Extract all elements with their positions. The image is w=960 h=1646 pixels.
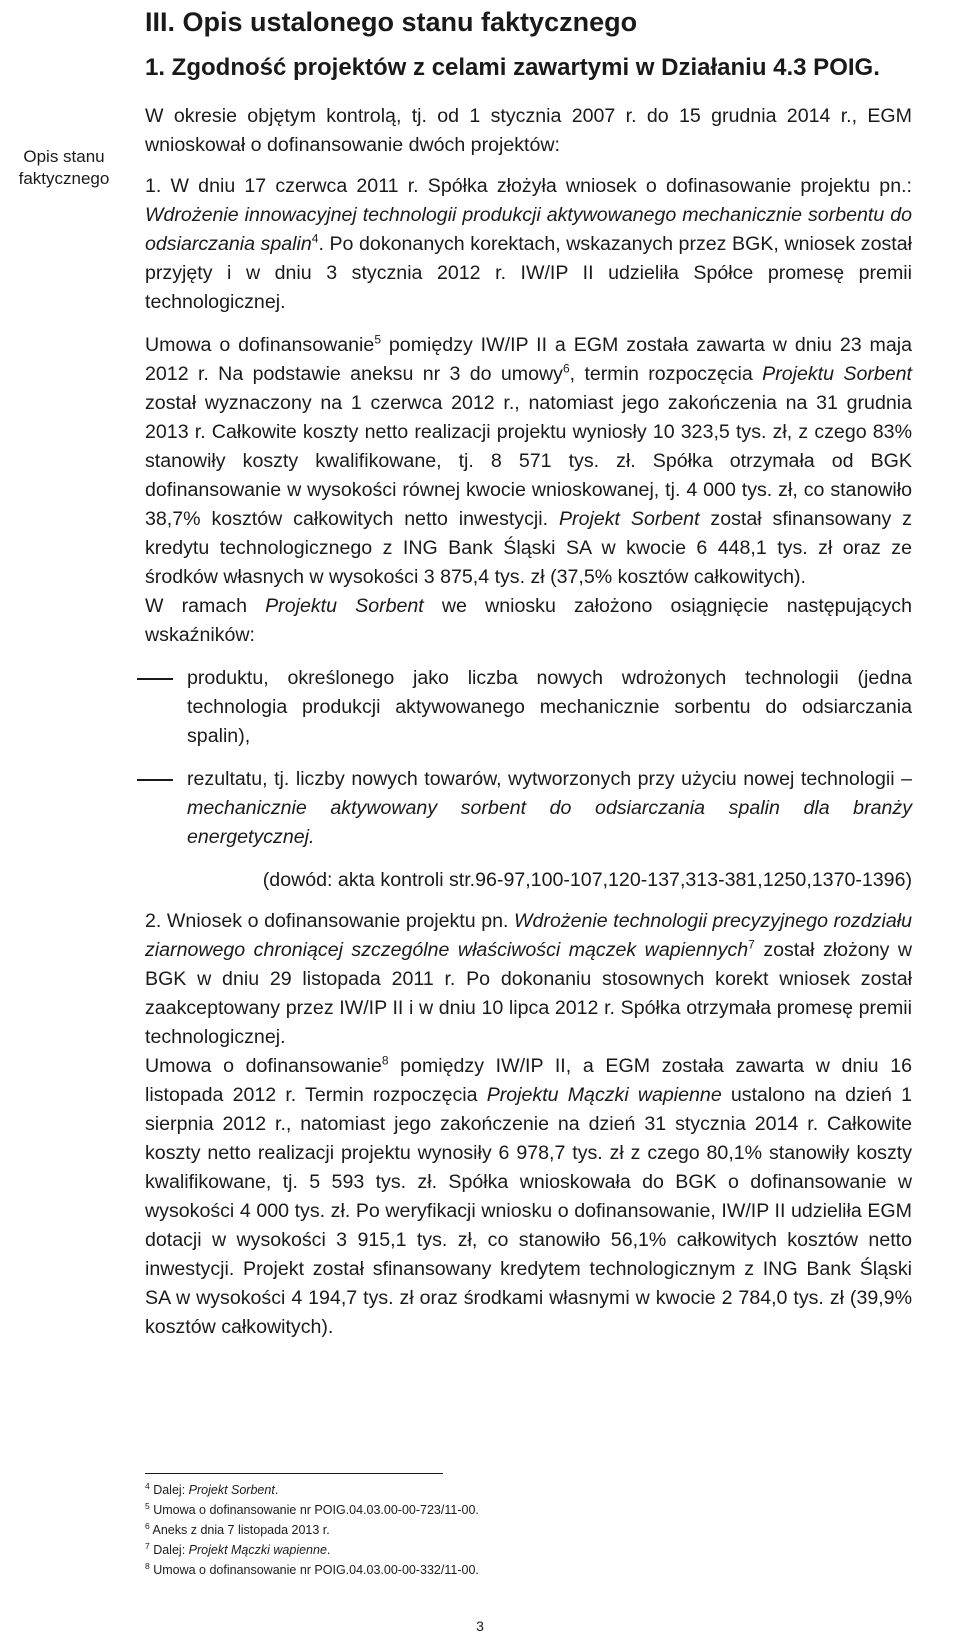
indicator-result-text: rezultatu, tj. liczby nowych towarów, wytworzonych przy użyciu nowej technologii –: [187, 768, 912, 790]
footnote-number: 7: [145, 1540, 150, 1551]
footnote-text: Umowa o dofinansowanie nr POIG.04.03.00-00-332/11-00.: [149, 1563, 479, 1577]
project2-paragraph: [145, 907, 912, 1052]
project1-agreement-paragraph: [145, 331, 912, 592]
footnote-text: Aneks z dnia 7 listopada 2013 r.: [149, 1523, 330, 1537]
footnote-ref-8: 8: [381, 1053, 389, 1068]
footnote-number: 6: [145, 1520, 150, 1531]
main-content: [145, 0, 912, 1342]
footnote: [145, 1540, 905, 1560]
footnote-ref-7: 7: [748, 937, 755, 952]
project-sorbent-ref: Projektu Sorbent: [762, 363, 912, 385]
intro-paragraph: W okresie objętym kontrolą, tj. od 1 stycznia 2007 r. do 15 grudnia 2014 r., EGM wnioskował o dofinansowanie dwóch projektów:: [145, 105, 912, 156]
project2-agreement-text-a: Umowa o dofinansowanie: [145, 1055, 382, 1077]
dash-bullet-icon: [137, 678, 173, 680]
footnote-ref-5: 5: [374, 332, 381, 347]
project1-name: Wdrożenie innowacyjnej technologii produkcji aktywowanego mechanicznie sorbentu do odsiarczania spalin: [145, 204, 912, 255]
project1-after-name: . Po dokonanych korektach, wskazanych przez BGK, wniosek został przyjęty i w dniu 3 stycznia 2012 r. IW/IP II udzieliła Spółce promesę premii technologicznej.: [145, 233, 912, 313]
project1-agreement-text-a: Umowa o dofinansowanie: [145, 334, 375, 356]
footnotes: [145, 1480, 905, 1580]
project1-agreement-text-e: został sfinansowany z kredytu technologicznego z ING Bank Śląski SA w kwocie 6 448,1 tys. zł oraz ze środków własnych w wysokości 3 875,4 tys. zł (37,5% kosztów całkowitych).: [145, 508, 912, 588]
footnote-text: Dalej:: [149, 1543, 189, 1557]
project-sorbent-ref: Projektu Sorbent: [265, 595, 424, 617]
footnote: [145, 1520, 905, 1540]
footnote: [145, 1560, 905, 1580]
project2-agreement-text-b: pomiędzy IW/IP II, a EGM została zawarta w dniu 16 listopada 2012 r. Termin rozpoczęcia: [145, 1055, 913, 1106]
indicator-result-italic: mechanicznie aktywowany sorbent do odsiarczania spalin dla branży energetycznej.: [187, 797, 912, 848]
project2-name: Wdrożenie technologii precyzyjnego rozdziału ziarnowego chroniącej szczególne właściwości mączek wapiennych: [145, 910, 912, 961]
project1-indicators-intro: [145, 592, 912, 650]
footnote-text: Dalej:: [149, 1483, 189, 1497]
project1-agreement-text-c: , termin rozpoczęcia: [569, 363, 763, 385]
evidence-reference: (dowód: akta kontroli str.96-97,100-107,120-137,313-381,1250,1370-1396): [262, 869, 912, 891]
footnote-divider: [145, 1473, 443, 1474]
margin-label: Opis stanu faktycznego: [18, 147, 110, 188]
project1-paragraph: [145, 172, 912, 317]
project-sorbent-ref: Projekt Sorbent: [558, 508, 700, 530]
footnote-italic: Projekt Sorbent: [188, 1483, 275, 1497]
footnote-number: 8: [145, 1560, 150, 1571]
section-title: III. Opis ustalonego stanu faktycznego: [145, 7, 638, 37]
project1-agreement-text-b: pomiędzy IW/IP II a EGM została zawarta w dniu 23 maja 2012 r. Na podstawie aneksu nr 3 do umowy: [145, 334, 912, 385]
indicators-intro-text-b: we wniosku założono osiągnięcie następujących wskaźników:: [145, 595, 912, 646]
footnote-italic: Projekt Mączki wapienne: [188, 1543, 327, 1557]
project1-lead: 1. W dniu 17 czerwca 2011 r. Spółka złożyła wniosek o dofinasowanie projektu pn.:: [145, 175, 912, 197]
footnote: [145, 1480, 905, 1500]
dash-bullet-icon: [137, 779, 173, 781]
footnote-tail: .: [274, 1483, 279, 1497]
indicator-product-text: produktu, określonego jako liczba nowych wdrożonych technologii (jedna technologia produkcji aktywowanego mechanicznie sorbentu do odsiarczania spalin),: [187, 667, 912, 747]
indicators-intro-text-a: W ramach: [145, 595, 266, 617]
project1-agreement-text-d: został wyznaczony na 1 czerwca 2012 r., natomiast jego zakończenia na 31 grudnia 2013 r. Całkowite koszty netto realizacji projektu wyniosły 10 323,5 tys. zł, z czego 83% stanowiły koszty kwalifikowane, tj. 8 571 tys. zł. Spółka otrzymała od BGK dofinansowanie w wysokości równej kwocie wnioskowanej, tj. 4 000 tys. zł, co stanowiło 38,7% kosztów całkowitych netto inwestycji.: [145, 392, 912, 530]
project-maczki-ref: Projektu Mączki wapienne: [486, 1084, 722, 1106]
footnote-number: 5: [145, 1500, 150, 1511]
project2-lead: 2. Wniosek o dofinansowanie projektu pn.: [145, 910, 515, 932]
footnote-number: 4: [145, 1480, 150, 1491]
list-item: [145, 765, 912, 852]
footnote-ref-4: 4: [311, 231, 319, 246]
page-number: 3: [476, 1618, 484, 1634]
indicator-list: [145, 664, 912, 852]
project2-agreement-paragraph: [145, 1052, 912, 1342]
footnote-tail: .: [326, 1543, 331, 1557]
subsection-title: 1. Zgodność projektów z celami zawartymi w Działaniu 4.3 POIG.: [145, 54, 880, 81]
list-item: [145, 664, 912, 751]
footnote-ref-6: 6: [562, 361, 570, 376]
project2-agreement-text-c: ustalono na dzień 1 sierpnia 2012 r., natomiast jego zakończenie na dzień 31 stycznia 2014 r. Całkowite koszty netto realizacji projektu wynosiły 6 978,7 tys. zł z czego 80,1% stanowiły koszty kwalifikowane, tj. 5 593 tys. zł. Spółka wnioskowała do BGK o dofinansowanie w wysokości 4 000 tys. zł. Po weryfikacji wniosku o dofinansowanie, IW/IP II udzieliła EGM dotacji w wysokości 3 915,1 tys. zł, co stanowiło 56,1% całkowitych kosztów netto inwestycji. Projekt został sfinansowany kredytem technologicznym z ING Bank Śląski SA w wysokości 4 194,7 tys. zł oraz środkami własnymi w kwocie 2 784,0 tys. zł (39,9% kosztów całkowitych).: [145, 1084, 912, 1338]
footnote-text: Umowa o dofinansowanie nr POIG.04.03.00-00-723/11-00.: [149, 1503, 479, 1517]
footnote: [145, 1500, 905, 1520]
project2-after-name: został złożony w BGK w dniu 29 listopada 2011 r. Po dokonaniu stosownych korekt wniosek został zaakceptowany przez IW/IP II i w dniu 10 lipca 2012 r. Spółka otrzymała promesę premii technologicznej.: [145, 939, 913, 1048]
